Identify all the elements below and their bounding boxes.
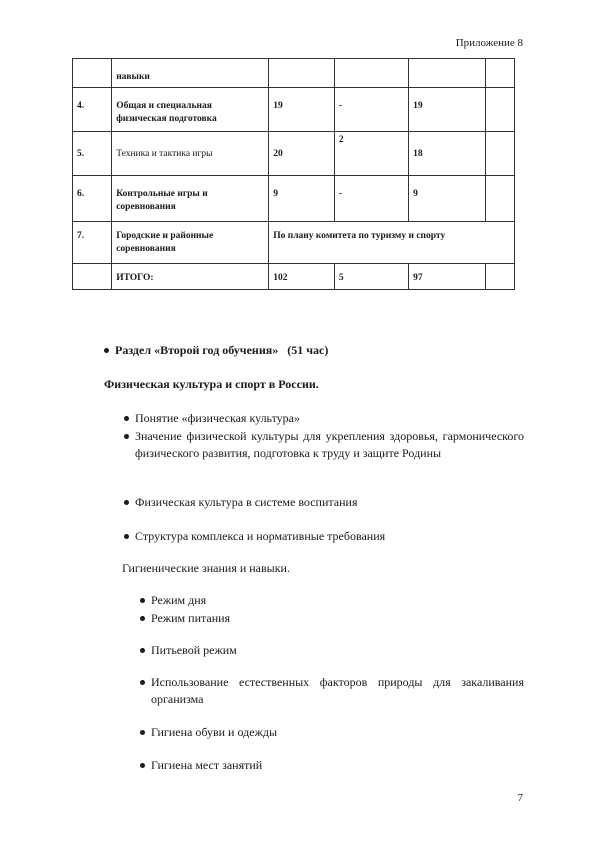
list-item — [140, 642, 524, 659]
topic-name: Городские и районные соревнования — [112, 221, 269, 263]
row-number: 4. — [73, 87, 112, 131]
bullet-icon — [140, 598, 145, 603]
extra-cell — [485, 131, 514, 175]
list-item — [124, 528, 524, 545]
topic-name: навыки — [112, 59, 269, 88]
extra-cell — [485, 263, 514, 289]
bullet-icon — [104, 348, 109, 353]
table-row — [73, 131, 515, 175]
list-item-text: Режим питания — [151, 611, 231, 625]
total-hours: 102 — [269, 263, 335, 289]
hygiene-title: Гигиенические знания и навыки. — [122, 561, 290, 575]
table-row — [73, 59, 515, 88]
list-item-text: Использование естественных факторов природы для закаливания организма — [151, 675, 524, 707]
theory-hours: 2 — [334, 131, 408, 175]
list-item-text: Значение физической культуры для укрепления здоровья, гармонического физического развития, подготовка к труду и защите Родины — [135, 429, 524, 461]
topic-name: Общая и специальная физическая подготовка — [112, 87, 269, 131]
list-item-text: Гигиена обуви и одежды — [151, 725, 278, 739]
bullet-icon — [140, 616, 145, 621]
subsection-title: Физическая культура и спорт в России. — [104, 377, 319, 391]
total-hours: 20 — [269, 131, 335, 175]
table-row — [73, 87, 515, 131]
topic-name: Контрольные игры и соревнования — [112, 175, 269, 221]
bullet-icon — [140, 648, 145, 653]
merged-plan-cell: По плану комитета по туризму и спорту — [269, 221, 515, 263]
bullet-icon — [124, 534, 129, 539]
list-item-text: Питьевой режим — [151, 643, 237, 657]
table-row — [73, 263, 515, 289]
list-item-text: Физическая культура в системе воспитания — [135, 495, 358, 509]
bullet-icon — [140, 680, 145, 685]
list-item-text: Режим дня — [151, 593, 207, 607]
bullet-icon — [140, 763, 145, 768]
bullet-icon — [124, 500, 129, 505]
row-number: 7. — [73, 221, 112, 263]
appendix-label: Приложение 8 — [455, 37, 523, 49]
list-item — [140, 610, 524, 627]
list-item — [124, 410, 524, 427]
list-item — [140, 724, 524, 741]
list-item — [124, 494, 524, 511]
list-item-text: Понятие «физическая культура» — [135, 411, 300, 425]
row-number: 6. — [73, 175, 112, 221]
bullet-icon — [140, 730, 145, 735]
table-row — [73, 175, 515, 221]
list-item — [140, 674, 524, 709]
bullet-icon — [124, 434, 129, 439]
list-item — [140, 592, 524, 609]
row-number — [73, 263, 112, 289]
theory-hours — [334, 59, 408, 88]
row-number: 5. — [73, 131, 112, 175]
extra-cell — [485, 175, 514, 221]
bullet-icon — [124, 416, 129, 421]
extra-cell — [485, 87, 514, 131]
practice-hours: 9 — [409, 175, 485, 221]
list-item — [140, 757, 524, 774]
list-item-text: Гигиена мест занятий — [151, 758, 263, 772]
practice-hours: 97 — [409, 263, 485, 289]
practice-hours — [409, 59, 485, 88]
total-hours: 9 — [269, 175, 335, 221]
curriculum-table — [72, 58, 515, 290]
total-hours: 19 — [269, 87, 335, 131]
practice-hours: 18 — [409, 131, 485, 175]
section-hours: (51 час) — [287, 343, 329, 357]
table-row — [73, 221, 515, 263]
row-number — [73, 59, 112, 88]
section-title: Раздел «Второй год обучения» — [115, 343, 279, 357]
practice-hours: 19 — [409, 87, 485, 131]
topic-name: Техника и тактика игры — [112, 131, 269, 175]
topic-name: ИТОГО: — [112, 263, 269, 289]
list-item-text: Структура комплекса и нормативные требования — [135, 529, 386, 543]
list-item — [124, 428, 524, 463]
theory-hours: - — [334, 175, 408, 221]
total-hours — [269, 59, 335, 88]
page-number: 7 — [517, 792, 523, 804]
section-heading — [104, 342, 524, 359]
theory-hours: 5 — [334, 263, 408, 289]
theory-hours: - — [334, 87, 408, 131]
extra-cell — [485, 59, 514, 88]
